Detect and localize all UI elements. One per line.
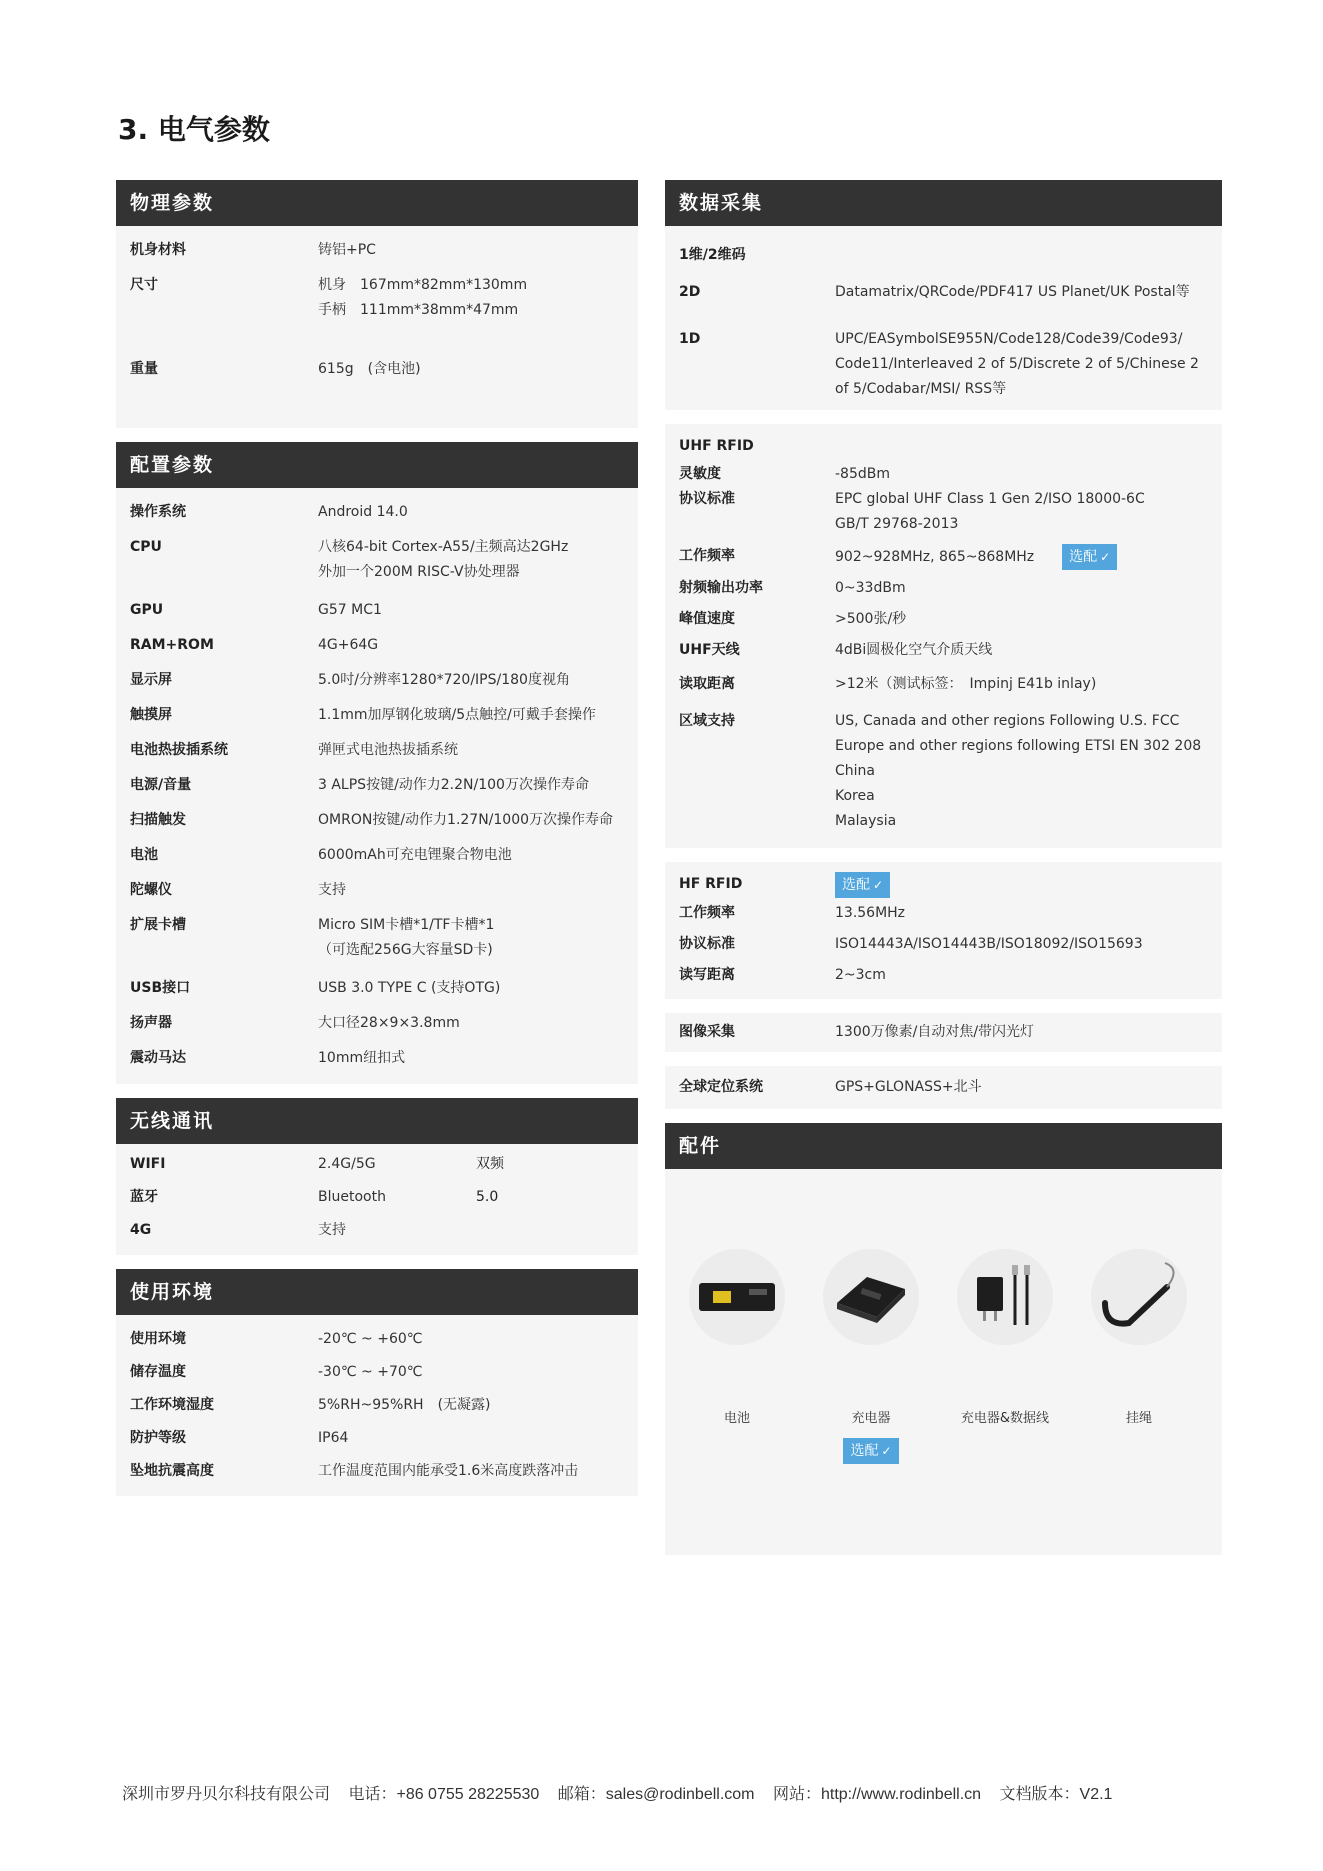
row-value-line: G57 MC1 xyxy=(318,602,382,618)
row-key: 储存温度 xyxy=(130,1364,186,1380)
row-value-line: 902~928MHz, 865~868MHz xyxy=(835,549,1035,565)
row-key: 读取距离 xyxy=(679,676,735,692)
row-key: GPU xyxy=(130,602,164,618)
check-icon: ✓ xyxy=(1100,550,1111,564)
row-value-line: -85dBm xyxy=(835,466,890,482)
spec-row xyxy=(130,492,624,530)
barcode-subheader: 1维/2维码 xyxy=(679,247,746,263)
physical-body xyxy=(116,226,638,428)
row-key: 电源/音量 xyxy=(130,777,192,793)
spec-row xyxy=(679,541,1208,573)
hf-body xyxy=(665,862,1222,999)
row-value xyxy=(318,273,624,323)
row-value xyxy=(835,544,1208,570)
uhf-subheader: UHF RFID xyxy=(679,438,754,454)
row-value-line: -20℃ ~ +60℃ xyxy=(318,1331,423,1347)
row-value xyxy=(835,672,1208,697)
spec-row xyxy=(130,1319,624,1356)
row-value xyxy=(318,668,624,693)
accessories-body xyxy=(665,1169,1222,1555)
spec-row xyxy=(130,351,624,386)
row-value xyxy=(835,280,1208,305)
row-key: 坠地抗震高度 xyxy=(130,1463,214,1479)
row-value-line: Malaysia xyxy=(835,813,897,829)
camera-section xyxy=(665,1013,1222,1052)
row-key: 工作频率 xyxy=(679,548,735,564)
spec-row xyxy=(130,1389,624,1422)
physical-section xyxy=(116,180,638,428)
row-key: 灵敏度 xyxy=(679,466,721,482)
spec-row xyxy=(679,458,1208,487)
row-key: 操作系统 xyxy=(130,504,186,520)
spec-row xyxy=(130,971,624,1006)
left-column xyxy=(116,180,638,1510)
spec-row xyxy=(130,1181,624,1214)
spec-row xyxy=(130,1148,624,1181)
row-key: 扩展卡槽 xyxy=(130,917,186,933)
row-value-line: 10mm纽扣式 xyxy=(318,1050,406,1066)
accessory-charger xyxy=(816,1249,926,1464)
spec-row xyxy=(679,319,1208,402)
row-value-line: （可选配256G大容量SD卡) xyxy=(318,942,493,958)
optional-badge: 选配 ✓ xyxy=(835,872,890,898)
hf-head-row xyxy=(679,866,1208,898)
row-key: 触摸屏 xyxy=(130,707,172,723)
optional-badge: 选配 ✓ xyxy=(843,1438,898,1464)
row-extra: 5.0 xyxy=(476,1189,499,1205)
row-value-line: 0~33dBm xyxy=(835,580,906,596)
row-key: 防护等级 xyxy=(130,1430,186,1446)
row-value-line: of 5/Codabar/MSI/ RSS等 xyxy=(835,381,1007,397)
row-key: 重量 xyxy=(130,361,158,377)
page-title: 3. 电气参数 xyxy=(118,113,270,146)
row-value xyxy=(318,808,624,833)
spec-row xyxy=(679,635,1208,666)
wireless-section xyxy=(116,1098,638,1255)
row-value-line: Code11/Interleaved 2 of 5/Discrete 2 of 5/Chinese 2 xyxy=(835,356,1199,372)
battery-icon xyxy=(689,1249,785,1345)
row-value xyxy=(318,535,624,585)
row-value xyxy=(318,1360,624,1385)
row-value-line: Datamatrix/QRCode/PDF417 US Planet/UK Postal等 xyxy=(835,284,1190,300)
wireless-body xyxy=(116,1144,638,1255)
accessory-label: 充电器&数据线 xyxy=(960,1411,1050,1426)
environment-section xyxy=(116,1269,638,1496)
spec-row xyxy=(130,838,624,873)
row-value xyxy=(318,238,624,263)
data-capture-section xyxy=(665,180,1222,410)
gnss-row xyxy=(679,1075,1208,1100)
row-value-line: 5.0吋/分辨率1280*720/IPS/180度视角 xyxy=(318,672,570,688)
row-value xyxy=(835,963,1208,988)
accessory-charger-cable xyxy=(950,1249,1060,1426)
environment-body xyxy=(116,1315,638,1496)
row-value xyxy=(835,607,1208,632)
spec-row xyxy=(679,666,1208,705)
row-value-line: 4dBi圆极化空气介质天线 xyxy=(835,642,993,658)
row-key: 使用环境 xyxy=(130,1331,186,1347)
row-value-line: Korea xyxy=(835,788,875,804)
row-value-line: Micro SIM卡槽*1/TF卡槽*1 xyxy=(318,917,495,933)
row-key: 区域支持 xyxy=(679,713,735,729)
spec-row xyxy=(679,268,1208,319)
row-value-line: 6000mAh可充电锂聚合物电池 xyxy=(318,847,512,863)
row-key: 4G xyxy=(130,1222,152,1238)
spec-row xyxy=(130,230,624,267)
row-value-line: >12米（测试标签： Impinj E41b inlay) xyxy=(835,676,1097,692)
row-key: 协议标准 xyxy=(679,491,735,507)
row-value: GPS+GLONASS+北斗 xyxy=(835,1079,982,1095)
config-section xyxy=(116,442,638,1084)
row-value xyxy=(318,976,624,1001)
spec-row xyxy=(130,873,624,908)
row-value-line: Android 14.0 xyxy=(318,504,408,520)
row-value-line: GB/T 29768-2013 xyxy=(835,516,959,532)
row-value xyxy=(318,1393,624,1418)
row-key: 机身材料 xyxy=(130,242,186,258)
spec-row xyxy=(130,768,624,803)
row-key: 全球定位系统 xyxy=(679,1079,763,1095)
row-value-line: Europe and other regions following ETSI EN 302 208 xyxy=(835,738,1202,754)
row-value-line: IP64 xyxy=(318,1430,349,1446)
environment-header: 使用环境 xyxy=(116,1269,638,1315)
row-value-line: 弹匣式电池热拔插系统 xyxy=(318,742,458,758)
row-key: 扬声器 xyxy=(130,1015,172,1031)
row-value xyxy=(318,703,624,728)
row-key: 2D xyxy=(679,284,701,300)
row-value: 2.4G/5G xyxy=(318,1156,376,1172)
row-value-line: >500张/秒 xyxy=(835,611,907,627)
row-value-line: 机身 167mm*82mm*130mm xyxy=(318,277,528,293)
spec-row xyxy=(679,573,1208,604)
accessories-section xyxy=(665,1123,1222,1555)
hf-subheader: HF RFID xyxy=(679,876,743,892)
row-value-line: 615g (含电池) xyxy=(318,361,421,377)
row-value xyxy=(318,598,624,623)
optional-badge: 选配 ✓ xyxy=(1062,544,1117,570)
row-value xyxy=(835,327,1208,402)
spec-row xyxy=(130,803,624,838)
row-value: 支持 xyxy=(318,1222,346,1238)
row-key: 峰值速度 xyxy=(679,611,735,627)
spec-row xyxy=(130,267,624,351)
row-value xyxy=(835,487,1208,537)
wireless-header: 无线通讯 xyxy=(116,1098,638,1144)
footer-email[interactable]: 邮箱：sales@rodinbell.com xyxy=(557,1786,755,1803)
hf-section xyxy=(665,862,1222,999)
accessory-label: 挂绳 xyxy=(1125,1411,1152,1426)
spec-row xyxy=(130,733,624,768)
row-value-line: 3 ALPS按键/动作力2.2N/100万次操作寿命 xyxy=(318,777,589,793)
spec-row xyxy=(679,487,1208,541)
spec-row xyxy=(130,663,624,698)
row-value xyxy=(318,878,624,903)
accessory-battery xyxy=(682,1249,792,1426)
accessory-label: 充电器 xyxy=(851,1411,891,1426)
row-value xyxy=(318,773,624,798)
row-key: USB接口 xyxy=(130,980,191,996)
row-value-line: US, Canada and other regions Following U.S. FCC xyxy=(835,713,1180,729)
row-value xyxy=(318,633,624,658)
row-value-line: EPC global UHF Class 1 Gen 2/ISO 18000-6C xyxy=(835,491,1145,507)
spec-row xyxy=(130,1422,624,1455)
footer-version: 文档版本：V2.1 xyxy=(999,1786,1113,1803)
row-value-line: 13.56MHz xyxy=(835,905,906,921)
spec-row xyxy=(679,705,1208,840)
row-value-line: China xyxy=(835,763,875,779)
spec-row xyxy=(130,593,624,628)
spec-row xyxy=(130,530,624,593)
data-capture-body xyxy=(665,226,1222,410)
spec-row xyxy=(130,1006,624,1041)
row-key: 图像采集 xyxy=(679,1024,735,1040)
spec-row xyxy=(679,898,1208,929)
row-value-line: 支持 xyxy=(318,882,346,898)
row-value xyxy=(318,738,624,763)
row-value xyxy=(318,1426,624,1451)
row-value xyxy=(835,901,1208,926)
row-value xyxy=(835,638,1208,663)
row-key: 尺寸 xyxy=(130,277,158,293)
row-value-line: 铸铝+PC xyxy=(318,242,376,258)
data-capture-header: 数据采集 xyxy=(665,180,1222,226)
accessories-header: 配件 xyxy=(665,1123,1222,1169)
row-value-line: 手柄 111mm*38mm*47mm xyxy=(318,302,519,318)
footer-website[interactable]: 网站：http://www.rodinbell.cn xyxy=(772,1786,982,1803)
row-value-line: 2~3cm xyxy=(835,967,886,983)
right-column xyxy=(665,180,1222,1569)
row-value xyxy=(318,1046,624,1071)
row-key: 电池 xyxy=(130,847,158,863)
row-value xyxy=(318,1459,624,1484)
row-key: 蓝牙 xyxy=(130,1189,158,1205)
row-value-line: 大口径28×9×3.8mm xyxy=(318,1015,460,1031)
footer-company: 深圳市罗丹贝尔科技有限公司 xyxy=(122,1786,331,1803)
row-key: 协议标准 xyxy=(679,936,735,952)
charger-cable-icon xyxy=(957,1249,1053,1345)
spec-row xyxy=(679,929,1208,960)
row-value-line: -30℃ ~ +70℃ xyxy=(318,1364,423,1380)
row-key: 读写距离 xyxy=(679,967,735,983)
footer-phone: 电话：+86 0755 28225530 xyxy=(348,1786,540,1803)
row-value xyxy=(318,500,624,525)
footer xyxy=(122,1781,1126,1804)
row-key: 工作频率 xyxy=(679,905,735,921)
config-header: 配置参数 xyxy=(116,442,638,488)
camera-row xyxy=(679,1020,1208,1045)
accessory-label: 电池 xyxy=(723,1411,750,1426)
spec-row xyxy=(130,628,624,663)
spec-row xyxy=(130,1356,624,1389)
row-value xyxy=(318,1011,624,1036)
spec-row xyxy=(130,1214,624,1247)
row-value-line: 工作温度范围内能承受1.6米高度跌落冲击 xyxy=(318,1463,579,1479)
charger-icon xyxy=(823,1249,919,1345)
row-value-line: OMRON按键/动作力1.27N/1000万次操作寿命 xyxy=(318,812,614,828)
row-value xyxy=(318,913,624,963)
row-key: 显示屏 xyxy=(130,672,172,688)
row-key: WIFI xyxy=(130,1156,166,1172)
spec-row xyxy=(130,1455,624,1488)
spec-row xyxy=(130,698,624,733)
row-key: 扫描触发 xyxy=(130,812,186,828)
uhf-body xyxy=(665,424,1222,848)
row-key: 射频输出功率 xyxy=(679,580,763,596)
accessory-lanyard xyxy=(1084,1249,1194,1426)
config-body xyxy=(116,488,638,1084)
row-key: 工作环境湿度 xyxy=(130,1397,214,1413)
row-extra: 双频 xyxy=(476,1156,504,1172)
row-value-line: 1.1mm加厚钢化玻璃/5点触控/可戴手套操作 xyxy=(318,707,596,723)
row-key: 1D xyxy=(679,331,701,347)
spec-row xyxy=(679,604,1208,635)
lanyard-icon xyxy=(1091,1249,1187,1345)
check-icon: ✓ xyxy=(873,878,884,892)
row-value xyxy=(835,932,1208,957)
row-key: 陀螺仪 xyxy=(130,882,172,898)
gnss-section xyxy=(665,1066,1222,1109)
row-value-line: ISO14443A/ISO14443B/ISO18092/ISO15693 xyxy=(835,936,1143,952)
physical-header: 物理参数 xyxy=(116,180,638,226)
row-value-line: UPC/EASymbolSE955N/Code128/Code39/Code93/ xyxy=(835,331,1183,347)
row-key: RAM+ROM xyxy=(130,637,214,653)
row-value-line: 4G+64G xyxy=(318,637,379,653)
row-value-line: 5%RH~95%RH (无凝露) xyxy=(318,1397,491,1413)
row-value xyxy=(318,357,624,382)
spec-row xyxy=(130,1041,624,1076)
row-value-line: 八核64-bit Cortex-A55/主频高达2GHz xyxy=(318,539,569,555)
spec-row xyxy=(130,908,624,971)
row-value: Bluetooth xyxy=(318,1189,386,1205)
row-value-line: 外加一个200M RISC-V协处理器 xyxy=(318,564,520,580)
row-key: 电池热拔插系统 xyxy=(130,742,228,758)
row-value xyxy=(318,843,624,868)
row-value xyxy=(835,576,1208,601)
check-icon: ✓ xyxy=(881,1444,892,1458)
uhf-section xyxy=(665,424,1222,848)
row-key: CPU xyxy=(130,539,162,555)
row-value: 1300万像素/自动对焦/带闪光灯 xyxy=(835,1024,1035,1040)
row-value xyxy=(835,709,1208,834)
row-value xyxy=(318,1327,624,1352)
row-key: UHF天线 xyxy=(679,642,740,658)
row-value-line: USB 3.0 TYPE C (支持OTG) xyxy=(318,980,501,996)
spec-row xyxy=(679,960,1208,991)
row-key: 震动马达 xyxy=(130,1050,186,1066)
row-value xyxy=(835,462,1208,487)
